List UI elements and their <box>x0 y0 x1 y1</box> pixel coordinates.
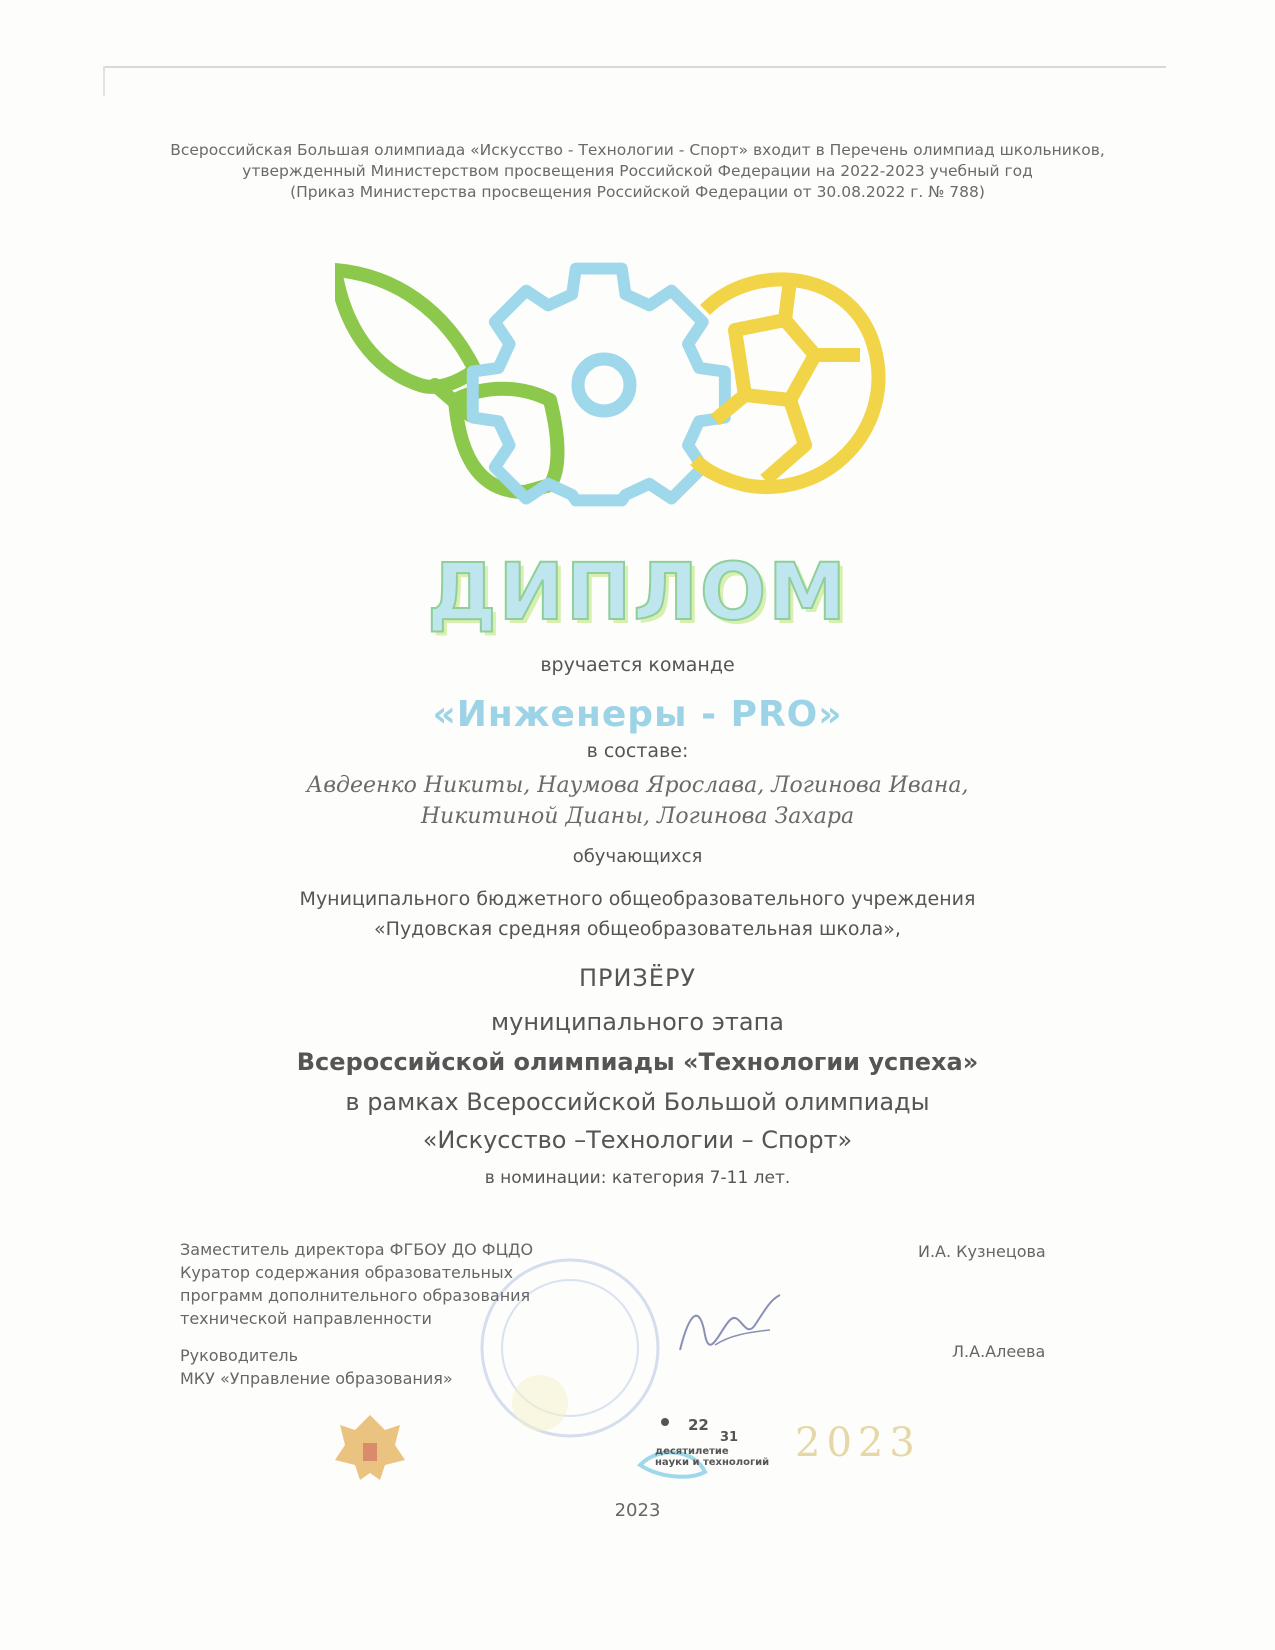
stage-label: муниципального этапа <box>491 1008 784 1036</box>
signatory-2-line-2: МКУ «Управление образования» <box>180 1369 453 1388</box>
olympiad-name: «Искусство –Технологии – Спорт» <box>422 1126 853 1154</box>
decade-num-1: 22 <box>688 1416 709 1434</box>
signatory-1-line-4: технической направленности <box>180 1309 432 1328</box>
team-name: «Инженеры - PRO» <box>432 694 843 735</box>
members-line-1: Авдеенко Никиты, Наумова Ярослава, Логинова Ивана, <box>306 773 969 798</box>
ministry-emblem-label <box>305 1478 435 1486</box>
composition-label: в составе: <box>586 740 689 762</box>
team-members <box>0 770 1275 832</box>
signatory-1-line-3: программ дополнительного образования <box>180 1286 531 1305</box>
signature <box>670 1290 790 1370</box>
decade-label-line-2: науки и технологий <box>655 1457 770 1468</box>
students-label: обучающихся <box>572 846 703 867</box>
school-line-1: Муниципального бюджетного общеобразовательного учреждения <box>299 888 976 910</box>
award-title: ПРИЗЁРУ <box>578 964 697 992</box>
nomination: в номинации: категория 7-11 лет. <box>484 1168 791 1188</box>
header-note-line-3: (Приказ Министерства просвещения Российской Федерации от 30.08.2022 г. № 788) <box>290 183 985 201</box>
decade-label-line-1: десятилетие <box>655 1446 729 1457</box>
scan-edge-left <box>103 66 105 96</box>
school-line-2: «Пудовская средняя общеобразовательная школа», <box>374 918 901 940</box>
header-note-line-1: Всероссийская Большая олимпиада «Искусство - Технологии - Спорт» входит в Перечень олимпиад школьников, <box>170 141 1105 159</box>
presented-to: вручается команде <box>540 654 735 676</box>
header-note-line-2: утвержденный Министерством просвещения Российской Федерации на 2022-2023 учебный год <box>242 162 1033 180</box>
school-name <box>0 884 1275 944</box>
diploma-title: ДИПЛОМ <box>427 548 848 638</box>
signatory-2-name: Л.А.Алеева <box>952 1342 1046 1361</box>
scan-edge-top <box>104 66 1166 68</box>
year-logo: 2023 <box>795 1420 921 1466</box>
members-line-2: Никитиной Дианы, Логинова Захара <box>420 804 855 829</box>
decade-num-2: 31 <box>720 1430 739 1445</box>
brush-icon <box>335 270 558 492</box>
decade-label <box>655 1446 769 1468</box>
signatory-1-name: И.А. Кузнецова <box>918 1242 1046 1261</box>
signatory-1-line-1: Заместитель директора ФГБОУ ДО ФЦДО <box>180 1240 534 1259</box>
coat-of-arms-icon <box>325 1405 415 1510</box>
olympiad-logo <box>335 260 895 530</box>
signatory-1-position <box>180 1238 533 1330</box>
footer-year: 2023 <box>614 1500 661 1521</box>
olympiad-title: Всероссийской олимпиады «Технологии успеха» <box>296 1048 979 1076</box>
header-note <box>150 140 1125 203</box>
signatory-1-line-2: Куратор содержания образовательных <box>180 1263 514 1282</box>
signatory-2-line-1: Руководитель <box>180 1346 299 1365</box>
signatory-2-position <box>180 1344 453 1390</box>
olympiad-frame: в рамках Всероссийской Большой олимпиады <box>345 1088 930 1116</box>
